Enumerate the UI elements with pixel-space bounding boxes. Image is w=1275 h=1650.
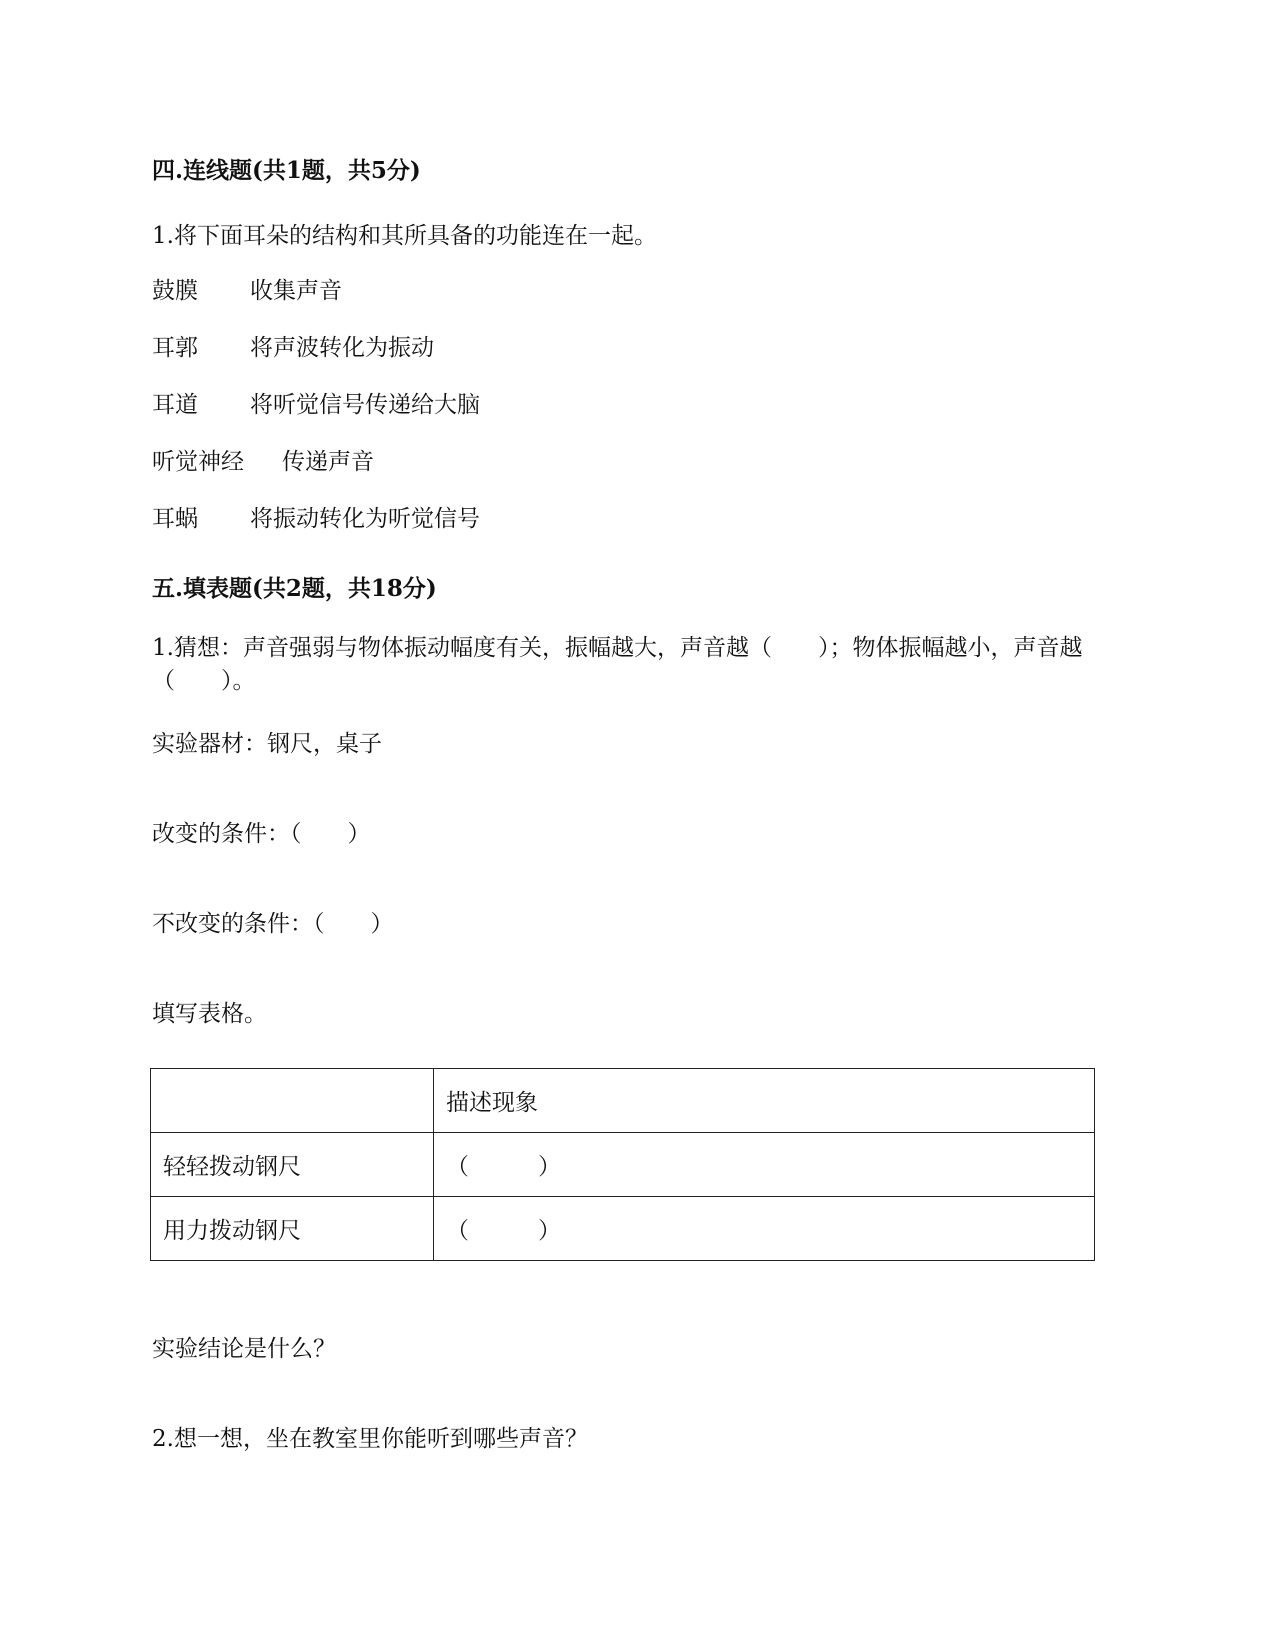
q1-unchanged-condition: 不改变的条件：（ ） [152, 911, 394, 937]
q1-fill-table-prompt: 填写表格。 [152, 1001, 267, 1027]
table-row-label: 用力拨动钢尺 [151, 1197, 434, 1261]
table-row-label: 轻轻拨动钢尺 [151, 1133, 434, 1197]
function-label: 将听觉信号传递给大脑 [250, 392, 480, 418]
table-row [151, 1197, 1095, 1261]
observation-table [150, 1068, 1095, 1261]
table-header-cell: 描述现象 [434, 1069, 1095, 1133]
section4-question: 1.将下面耳朵的结构和其所具备的功能连在一起。 [152, 223, 657, 249]
table-row [151, 1133, 1095, 1197]
structure-label: 鼓膜 [152, 278, 198, 304]
q2-question: 2.想一想，坐在教室里你能听到哪些声音？ [152, 1426, 588, 1452]
q1-changed-condition: 改变的条件：（ ） [152, 821, 371, 847]
table-row-answer-blank: （ ） [434, 1197, 1095, 1261]
function-label: 将声波转化为振动 [250, 335, 434, 361]
section5-heading: 五.填表题(共2题，共18分) [152, 575, 437, 602]
table-header-row [151, 1069, 1095, 1133]
structure-label: 听觉神经 [152, 449, 244, 475]
structure-label: 耳蜗 [152, 506, 198, 532]
q1-materials: 实验器材：钢尺，桌子 [152, 731, 382, 757]
function-label: 收集声音 [250, 278, 342, 304]
function-label: 将振动转化为听觉信号 [250, 506, 480, 532]
structure-label: 耳郭 [152, 335, 198, 361]
structure-label: 耳道 [152, 392, 198, 418]
q1-conclusion-prompt: 实验结论是什么？ [152, 1336, 336, 1362]
section4-heading: 四.连线题(共1题，共5分) [152, 157, 421, 184]
table-row-answer-blank: （ ） [434, 1133, 1095, 1197]
table-header-cell [151, 1069, 434, 1133]
q1-hypothesis: 1.猜想：声音强弱与物体振动幅度有关，振幅越大，声音越（ ）；物体振幅越小，声音越（ ）。 [152, 635, 1083, 694]
function-label: 传递声音 [282, 449, 374, 475]
